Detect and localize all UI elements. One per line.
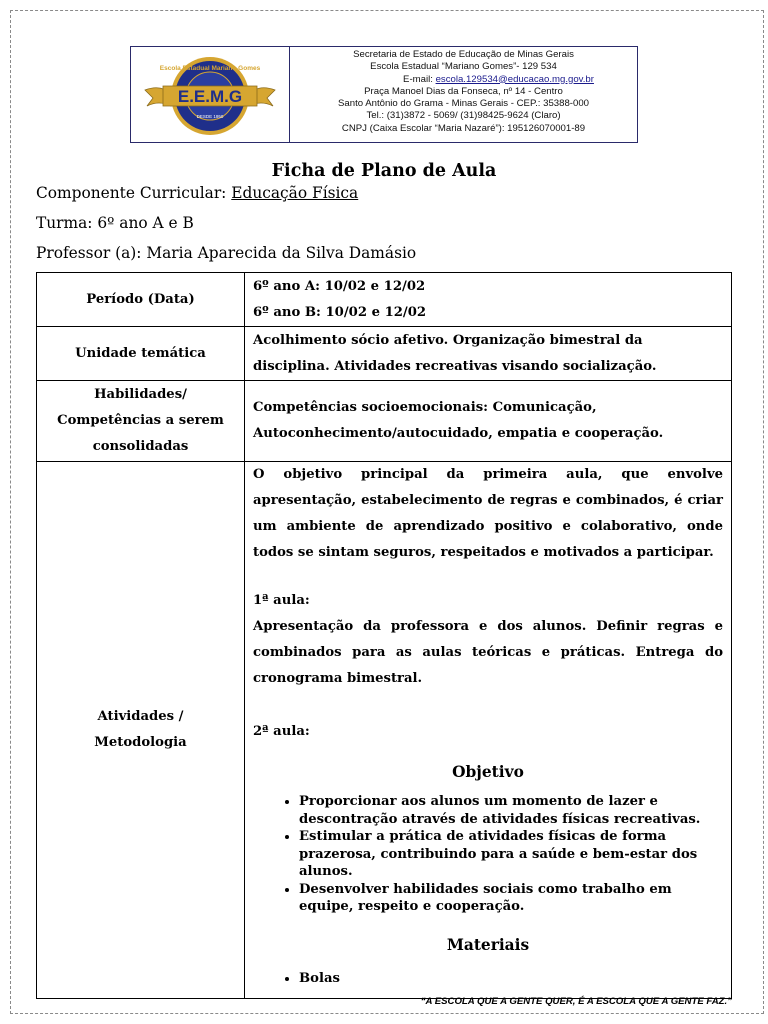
school-logo	[141, 54, 279, 138]
aula2-label: 2ª aula:	[253, 724, 310, 739]
page-title: Ficha de Plano de Aula	[271, 161, 497, 181]
list-item: • Desenvolver habilidades sociais como trabalho em equipe, respeito e cooperação.	[299, 881, 723, 916]
email-label: E-mail:	[403, 73, 433, 85]
list-item: • Estimular a prática de atividades físicas de forma prazerosa, contribuindo para a saúde e bem-estar dos alunos.	[299, 828, 723, 881]
lesson-plan-table	[36, 272, 732, 999]
footer-slogan: “A ESCOLA QUE A GENTE QUER, É A ESCOLA QUE A GENTE FAZ.”	[420, 996, 732, 1007]
materiais-heading: Materiais	[446, 935, 530, 954]
header-line: Tel.: (31)3872 - 5069/ (31)98425-9624 (Claro)	[366, 110, 561, 122]
list-item: • Proporcionar aos alunos um momento de lazer e descontração através de atividades físicas recreativas.	[299, 793, 723, 828]
table-row	[37, 273, 732, 327]
atividades-label-line: Metodologia	[94, 735, 187, 750]
periodo-line: 6º ano B: 10/02 e 12/02	[253, 304, 427, 320]
list-item: • Bolas	[299, 970, 723, 988]
header-email-line	[290, 74, 637, 86]
header-line: Santo Antônio do Grama - Minas Gerais - CEP.: 35388-000	[338, 98, 589, 110]
turma: Turma: 6º ano A e B	[36, 214, 194, 232]
componente-value: Educação Física	[231, 184, 359, 202]
school-info	[290, 47, 637, 142]
periodo-label: Período (Data)	[37, 273, 245, 327]
habilidades-label	[37, 381, 245, 462]
logo-banner-text: E.E.M.G	[177, 87, 243, 106]
periodo-line: 6º ano A: 10/02 e 12/02	[253, 278, 426, 294]
seal-text: Escola Estadual Mariano Gomes	[159, 65, 261, 72]
logo-since-text: DESDE 1950	[196, 114, 224, 119]
professor: Professor (a): Maria Aparecida da Silva Damásio	[36, 244, 417, 262]
objetivos-list	[253, 793, 723, 916]
periodo-value	[245, 273, 732, 327]
unidade-value: Acolhimento sócio afetivo. Organização bimestral da disciplina. Atividades recreativas visando socialização.	[245, 327, 732, 381]
aula1-text: Apresentação da professora e dos alunos. Definir regras e combinados para as aulas teóricas e práticas. Entrega do cronograma bimestral.	[253, 619, 723, 686]
habilidades-label-line: Competências a serem	[57, 413, 224, 428]
table-row	[37, 327, 732, 381]
objetivo-heading: Objetivo	[452, 763, 524, 781]
logo-cell	[131, 47, 290, 142]
table-row	[37, 462, 732, 999]
componente-curricular	[36, 184, 358, 202]
atividades-label-line: Atividades /	[97, 709, 184, 724]
table-row	[37, 381, 732, 462]
habilidades-label-line: consolidadas	[92, 439, 189, 454]
componente-label: Componente Curricular:	[36, 184, 232, 202]
header-line: Praça Manoel Dias da Fonseca, nº 14 - Centro	[364, 85, 563, 97]
letterhead	[130, 46, 638, 143]
atividades-value	[245, 462, 732, 999]
header-line: Secretaria de Estado de Educação de Minas Gerais	[353, 49, 574, 60]
header-line: CNPJ (Caixa Escolar “Maria Nazaré”): 195126070001-89	[341, 122, 586, 134]
intro-paragraph: O objetivo principal da primeira aula, que envolve apresentação, estabelecimento de regras e combinados, é criar um ambiente de aprendizado positivo e colaborativo, onde todos se sintam seguros, respeitados e motivados a participar.	[253, 467, 723, 560]
materiais-list	[253, 970, 723, 988]
email-link[interactable]: escola.129534@educacao.mg.gov.br	[435, 73, 594, 85]
habilidades-label-line: Habilidades/	[94, 387, 187, 402]
header-line: Escola Estadual “Mariano Gomes”- 129 534	[370, 61, 557, 73]
atividades-label	[37, 462, 245, 999]
aula1-label: 1ª aula:	[253, 593, 310, 608]
habilidades-value: Competências socioemocionais: Comunicação, Autoconhecimento/autocuidado, empatia e cooperação.	[245, 381, 732, 462]
unidade-label: Unidade temática	[37, 327, 245, 381]
